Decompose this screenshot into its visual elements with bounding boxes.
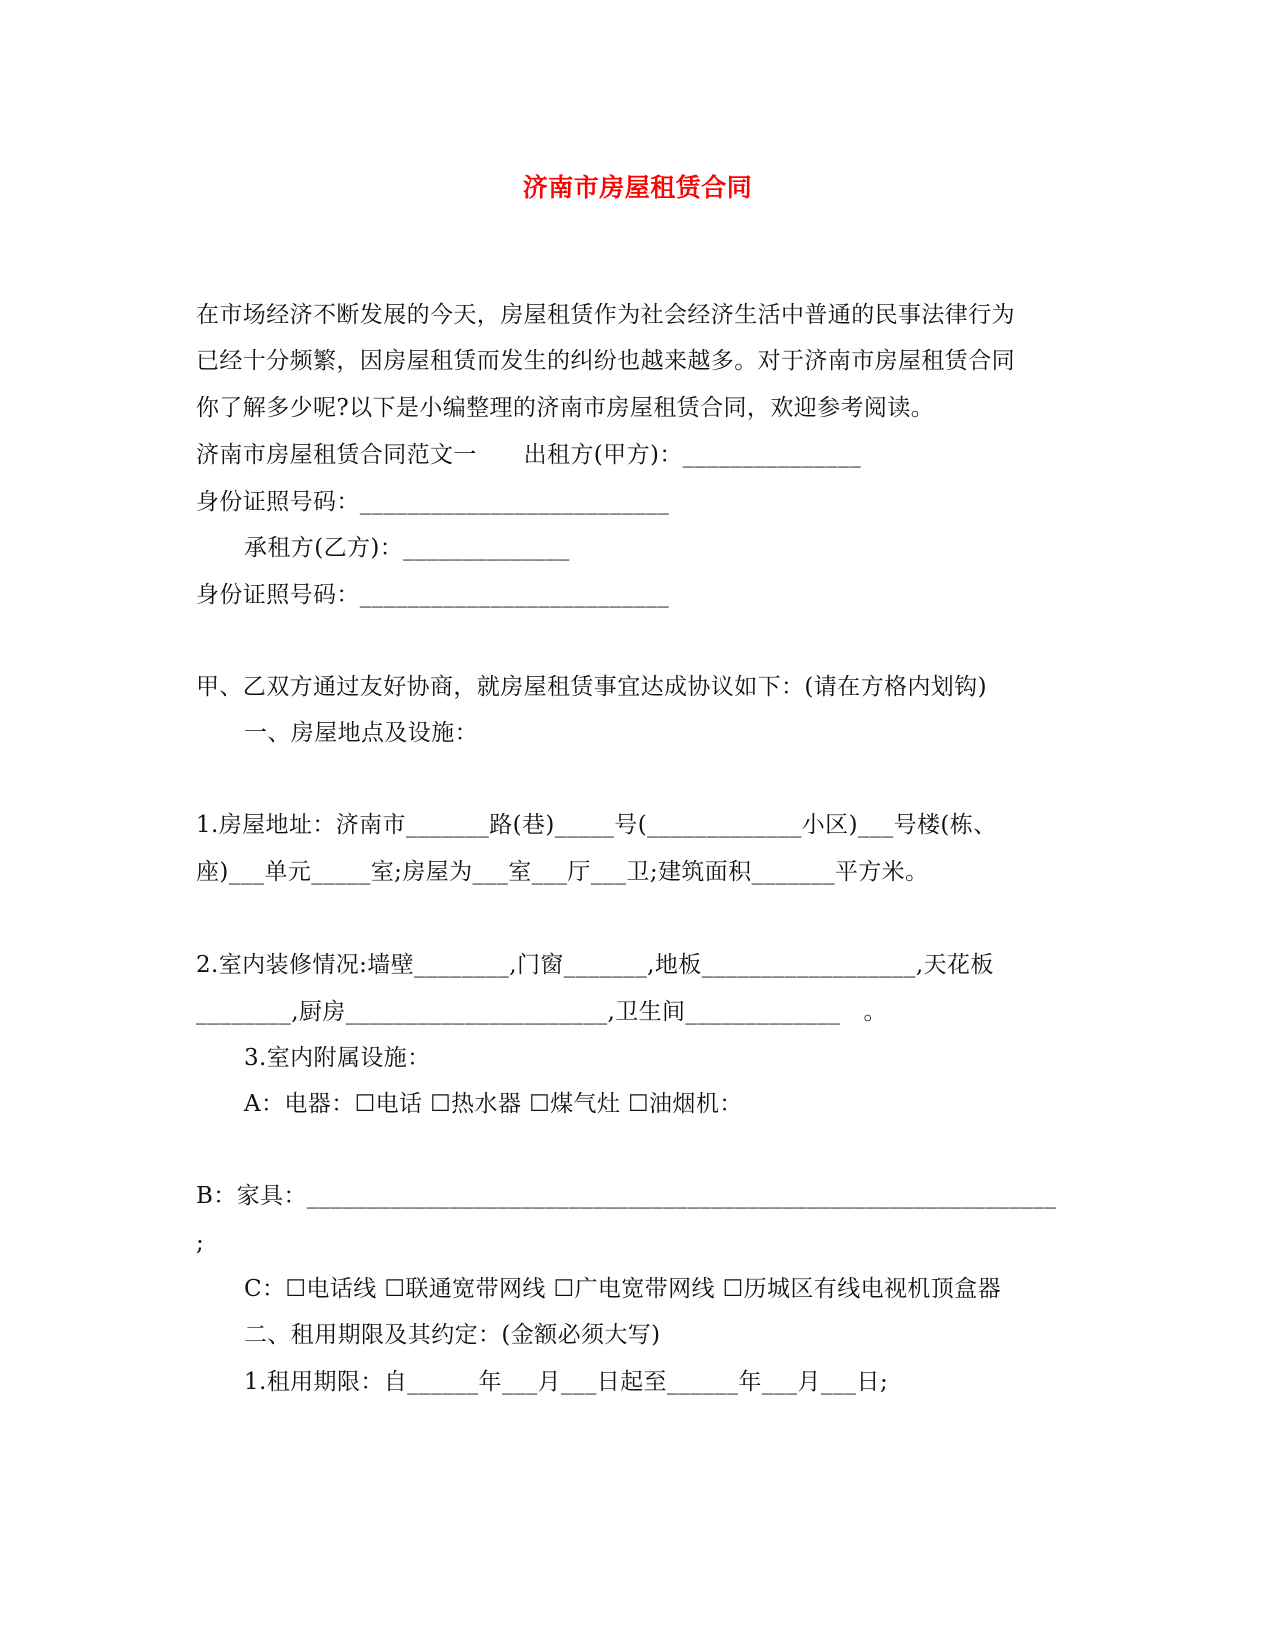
agreement-intro: 甲、乙双方通过友好协商，就房屋租赁事宜达成协议如下：(请在方格内划钩) [196,674,987,700]
appliances-line: A：电器：☐电话 ☐热水器 ☐煤气灶 ☐油烟机： [244,1091,743,1117]
decoration-line-1: 2.室内装修情况:墙壁________,门窗_______,地板__________________,天花板 [196,952,994,978]
network-line: C：☐电话线 ☐联通宽带网线 ☐广电宽带网线 ☐历城区有线电视机顶盒器 [244,1276,1002,1302]
decoration-line-2: ________,厨房______________________,卫生间_____________ 。 [196,999,887,1025]
lease-term-line: 1.租用期限：自______年___月___日起至______年___月___日; [244,1369,889,1395]
intro-line-1: 在市场经济不断发展的今天，房屋租赁作为社会经济生活中普通的民事法律行为 [196,302,1015,328]
furniture-line: B：家具：_______________________________________________________________ [196,1183,1057,1209]
lessee-id-line: 身份证照号码：__________________________ [196,582,670,608]
document-title: 济南市房屋租赁合同 [522,173,753,202]
lessee-line: 承租方(乙方)：______________ [244,535,570,561]
section-1-heading: 一、房屋地点及设施： [244,720,478,746]
furniture-line-end: ; [196,1230,205,1256]
address-line-2: 座)___单元_____室;房屋为___室___厅___卫;建筑面积_______平方米。 [196,859,929,885]
lessor-line: 济南市房屋租赁合同范文一 出租方(甲方)：_______________ [196,442,862,468]
intro-line-2: 已经十分频繁，因房屋租赁而发生的纠纷也越来越多。对于济南市房屋租赁合同 [196,348,1015,374]
address-line-1: 1.房屋地址：济南市_______路(巷)_____号(_____________小区)___号楼(栋、 [196,812,997,838]
section-2-heading: 二、租用期限及其约定：(金额必须大写) [244,1322,661,1348]
facilities-heading: 3.室内附属设施： [244,1045,431,1071]
lessor-id-line: 身份证照号码：__________________________ [196,489,670,515]
intro-line-3: 你了解多少呢?以下是小编整理的济南市房屋租赁合同，欢迎参考阅读。 [196,395,935,421]
